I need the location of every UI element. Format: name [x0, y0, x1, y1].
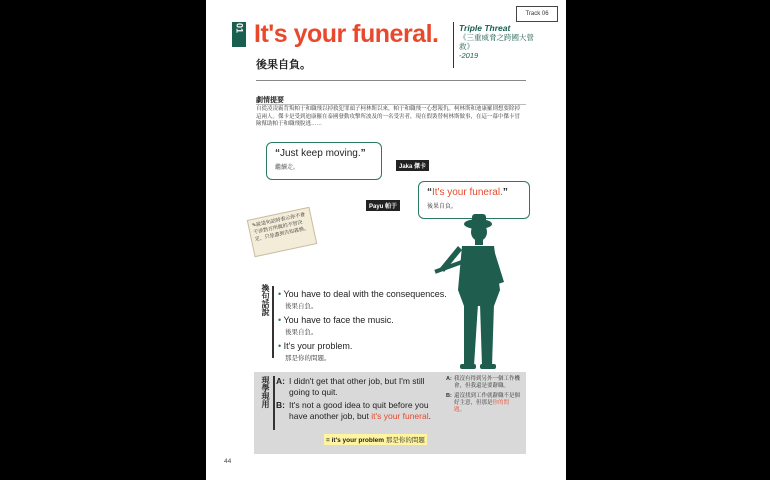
synopsis-text: 自從凌凌霸背叛帕于和職飛以掉救犯罪頭子柯林斯以來，帕于和職飛一心想報仇。柯林斯和迪康羅則想要除掉這兩人。傑卡是受到迪康羅在泰國發動攻擊所波及的一名受害者，現在假裝替柯林斯做事，在這一幕中傑卡冒險幫助帕于和職飛脫逃…… [256, 106, 521, 127]
alt-en: • You have to deal with the consequences. [278, 289, 447, 299]
alt-en: • You have to face the music. [278, 315, 447, 325]
translation-text [454, 393, 520, 414]
practice-label: 現學現用 [261, 376, 270, 408]
dialog-text-before: It's not a good idea to quit before you have another job, but [289, 400, 429, 421]
dialog-text-after: . [428, 411, 431, 421]
lesson-number [232, 22, 246, 47]
dialog-text [289, 400, 436, 422]
alt-zh: 那是你的問題。 [285, 355, 331, 362]
lesson-number-text: 01 [234, 23, 245, 34]
list-item [278, 289, 447, 310]
alt-en: • It's your problem. [278, 341, 447, 351]
usage-note: ✎說這句話時表示你不會干涉對方所做的不智決定，只是盡到告知義務。 [247, 207, 318, 257]
hint-en: = it's your problem [326, 437, 385, 444]
translation-text-after: 。 [459, 407, 466, 413]
practice-dialog [276, 376, 436, 424]
divider [256, 104, 526, 105]
source-title-zh: 《三重威脅之跨國大營救》 [459, 33, 534, 51]
translation-text: 我沒有得到另外一個工作機會，但我還是要辭職。 [454, 376, 521, 389]
bubble-text: Just keep moving. [280, 148, 361, 159]
page-number: 44 [224, 458, 232, 465]
speaker-label: B: [446, 393, 452, 399]
alt-zh: 後果自負。 [285, 329, 318, 336]
source-info [459, 24, 539, 60]
hint-zh: 那是你的問題 [385, 437, 425, 444]
alternatives-label: 換句話說 [261, 284, 270, 316]
practice-divider [273, 376, 275, 430]
translation-line [446, 376, 520, 390]
alt-zh: 後果自負。 [285, 303, 318, 310]
speaker-label: A: [276, 376, 285, 386]
speaker-label: A: [446, 376, 452, 382]
translation-text-before: 還沒找到工作就辭職不是個好主意，但那是 [454, 393, 521, 406]
bubble-quote: “Just keep moving.” [275, 148, 366, 159]
bubble-translation: 繼續走。 [275, 165, 300, 171]
track-label: Track 06 [516, 6, 558, 22]
bubble-translation: 後果自負。 [427, 204, 458, 210]
speaker-tag-jaka: Jaka 傑卡 [396, 160, 429, 171]
dialog-line [276, 376, 436, 398]
title-translation: 後果自負。 [256, 59, 311, 71]
speaker-tag-payu: Payu 帕于 [366, 200, 400, 211]
source-year: -2019 [459, 51, 479, 60]
dialog-text: I didn't get that other job, but I'm still going to quit. [289, 376, 425, 397]
alternatives-divider [272, 286, 274, 358]
page-title: It's your funeral. [254, 20, 439, 48]
synopsis-heading: 劇情提要 [256, 97, 284, 104]
divider [256, 80, 526, 81]
speaker-label: B: [276, 400, 285, 410]
speech-bubble-jaka [266, 142, 382, 180]
book-page [206, 0, 566, 480]
translation-highlight: 你的問題 [454, 400, 510, 413]
list-item [278, 315, 447, 336]
title-divider [453, 22, 454, 68]
list-item [278, 341, 447, 362]
dialog-highlight: it's your funeral [371, 411, 429, 421]
alternatives-list [278, 289, 447, 367]
dialog-line [276, 400, 436, 422]
translation-line [446, 393, 520, 414]
bubble-text: It's your funeral. [432, 187, 503, 198]
practice-box [254, 372, 526, 454]
practice-translation [446, 376, 520, 417]
practice-hint [324, 434, 427, 445]
source-title-en: Triple Threat [459, 23, 511, 33]
bubble-quote: “It's your funeral.” [427, 187, 508, 198]
